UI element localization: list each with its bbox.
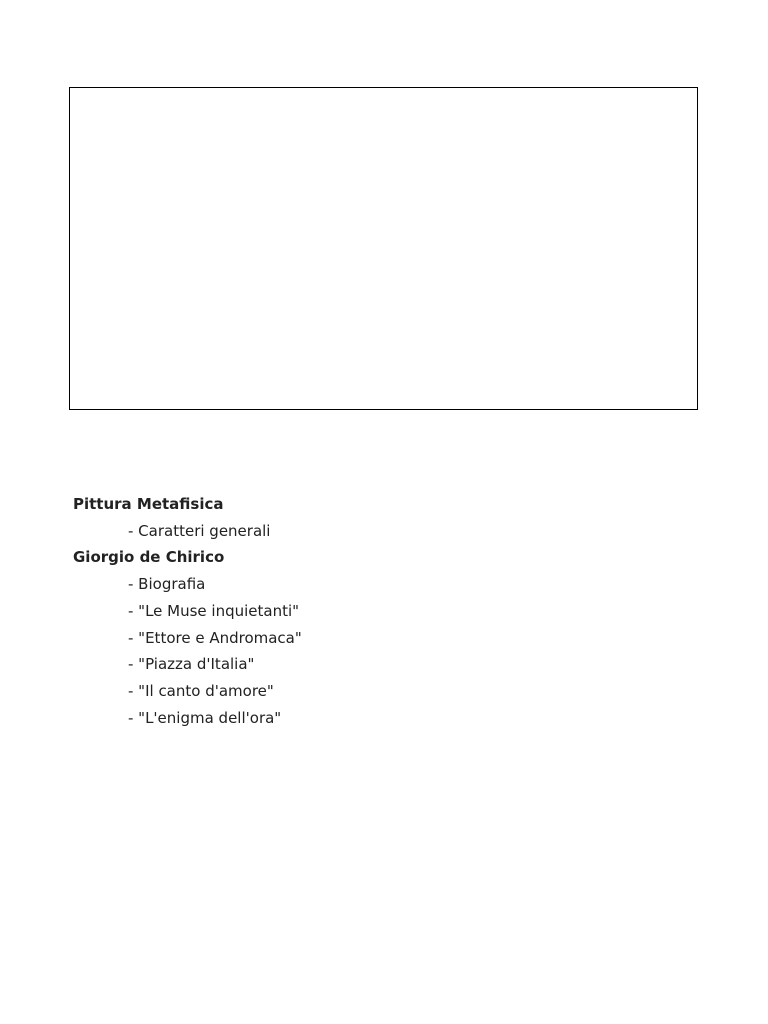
subtopic-caratteri-generali: - Caratteri generali xyxy=(128,521,271,540)
subtopic-l-enigma-dell-ora: - "L'enigma dell'ora" xyxy=(128,708,282,727)
subtopic-ettore-e-andromaca: - "Ettore e Andromaca" xyxy=(128,628,302,647)
subtopic-piazza-d-italia: - "Piazza d'Italia" xyxy=(128,655,255,674)
subtopic-il-canto-d-amore: - "Il canto d'amore" xyxy=(128,681,274,700)
subtopic-biografia: - Biografia xyxy=(128,575,206,594)
section-heading-pittura-metafisica: Pittura Metafisica xyxy=(73,495,224,513)
empty-title-frame xyxy=(69,87,698,410)
section-heading-giorgio-de-chirico: Giorgio de Chirico xyxy=(73,548,225,567)
topic-outline xyxy=(73,491,693,731)
subtopic-le-muse-inquietanti: - "Le Muse inquietanti" xyxy=(128,601,300,620)
